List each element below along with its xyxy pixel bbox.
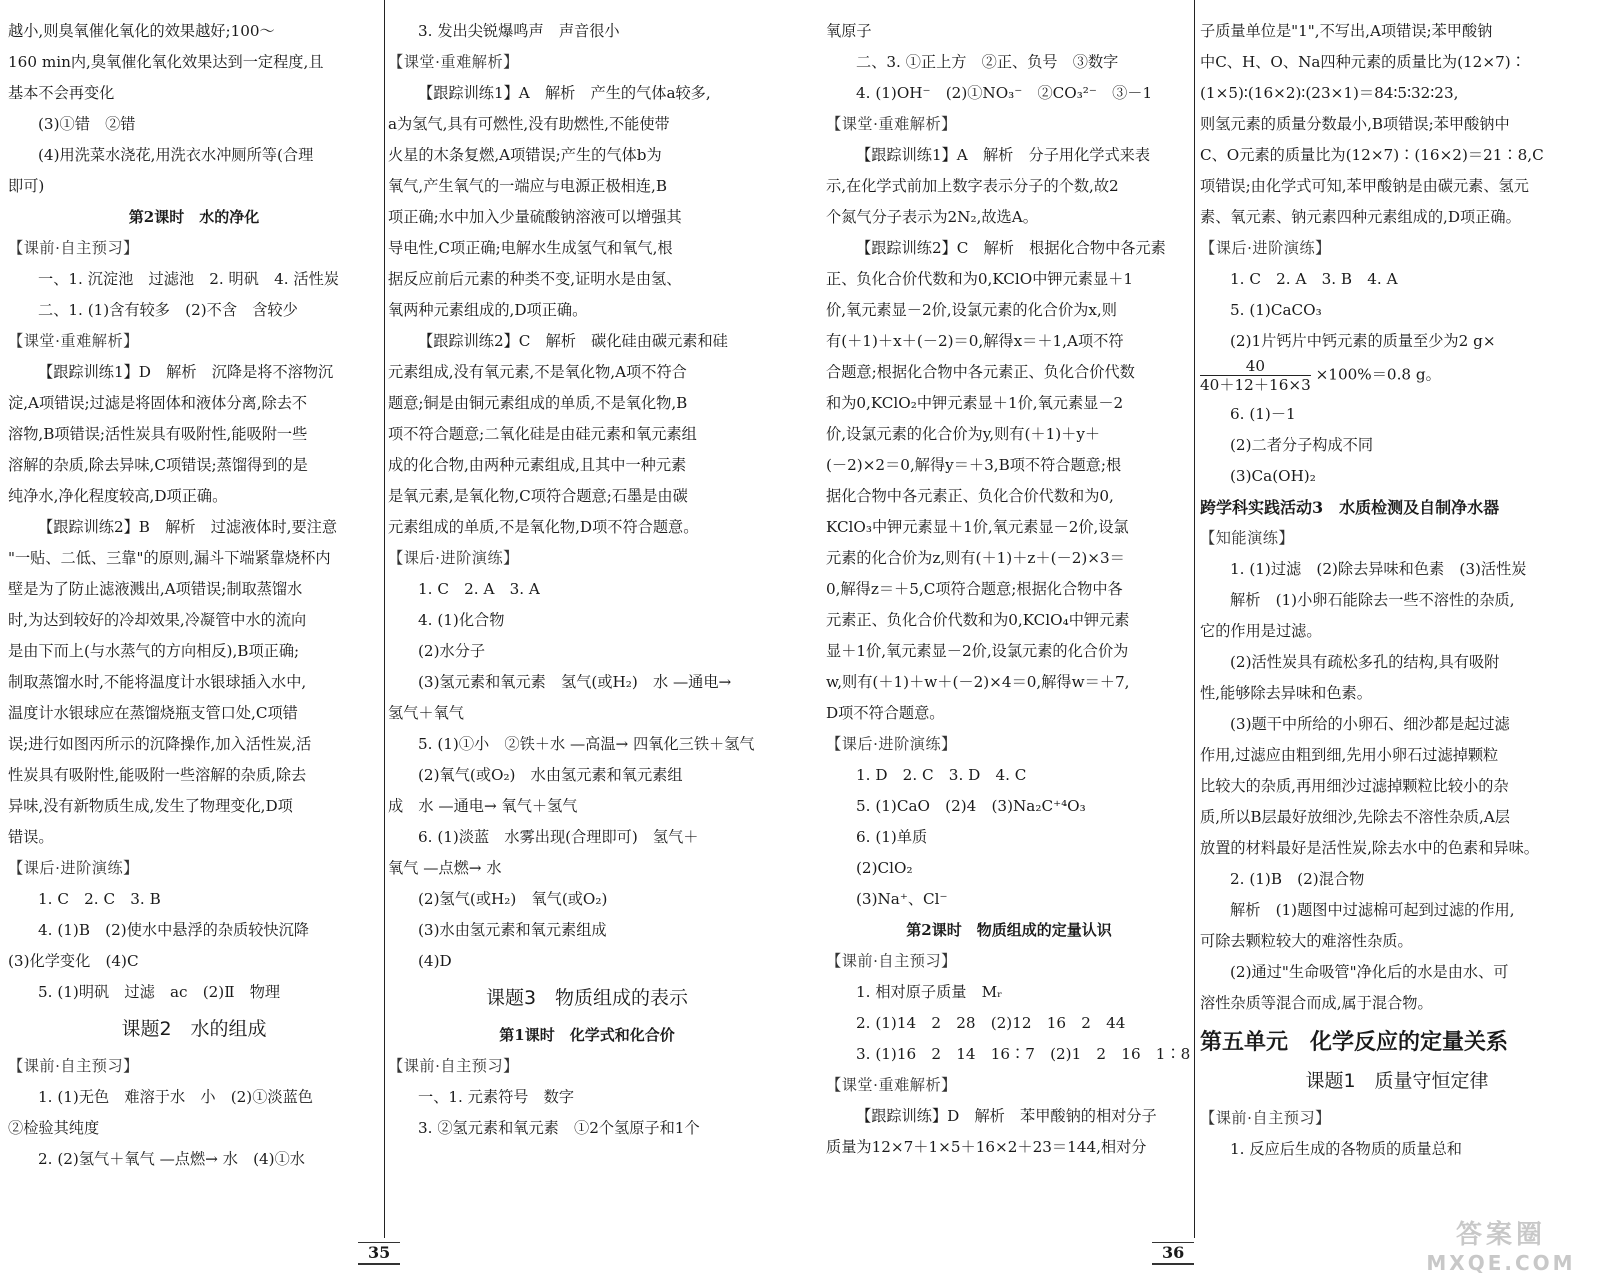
text-line: "一贴、二低、三靠"的原则,漏斗下端紧靠烧杯内 — [8, 549, 331, 567]
lesson-heading: 第2课时 物质组成的定量认识 — [906, 921, 1112, 939]
column-divider — [1194, 0, 1195, 1238]
text-line: 【跟踪训练2】B 解析 过滤液体时,要注意 — [38, 518, 338, 536]
text-line: 是由下而上(与水蒸气的方向相反),B项正确; — [8, 642, 300, 660]
section-label: 【课后·进阶演练】 — [8, 859, 139, 877]
text-line: 项不符合题意;二氧化硅是由硅元素和氧元素组 — [388, 425, 697, 443]
text-line: (2)氢气(或H₂) 氧气(或O₂) — [418, 890, 608, 908]
section-label: 【课前·自主预习】 — [826, 952, 957, 970]
text-line: (4)用洗菜水浇花,用洗衣水冲厕所等(合理 — [38, 146, 314, 164]
text-line: 氧气 —点燃→ 水 — [388, 859, 502, 877]
text-line: (4)D — [418, 952, 452, 970]
text-line: 基本不会再变化 — [8, 84, 115, 102]
text-line: 纯净水,净化程度较高,D项正确。 — [8, 487, 228, 505]
text-line: 溶性杂质等混合而成,属于混合物。 — [1200, 994, 1433, 1012]
section-label: 【课堂·重难解析】 — [388, 53, 519, 71]
text-line: 温度计水银球应在蒸馏烧瓶支管口处,C项错 — [8, 704, 298, 722]
text-line: (2)水分子 — [418, 642, 486, 660]
fraction — [1200, 357, 1311, 394]
text-line: (－2)×2＝0,解得y＝＋3,B项不符合题意;根 — [826, 456, 1122, 474]
activity-heading: 跨学科实践活动3 水质检测及自制净水器 — [1200, 498, 1500, 517]
text-line: 显＋1价,氧元素显－2价,设氯元素的化合价为 — [826, 642, 1129, 660]
text-line: 越小,则臭氧催化氧化的效果越好;100～ — [8, 22, 275, 40]
text-line: 合题意;根据化合物中各元素正、负化合价代数 — [826, 363, 1135, 381]
section-label: 【课后·进阶演练】 — [826, 735, 957, 753]
unit-heading: 第五单元 化学反应的定量关系 — [1200, 1030, 1509, 1055]
text-line: 示,在化学式前加上数字表示分子的个数,故2 — [826, 177, 1119, 195]
text-line: 和为0,KClO₂中钾元素显＋1价,氧元素显－2 — [826, 394, 1124, 412]
text-line: 1. D 2. C 3. D 4. C — [856, 766, 1027, 784]
right-page-column-2 — [1200, 16, 1594, 1165]
text-line: C、O元素的质量比为(12×7)∶(16×2)＝21∶8,C — [1200, 146, 1544, 164]
text-line: 6. (1)淡蓝 水雾出现(合理即可) 氢气＋ — [418, 828, 699, 846]
text-line: 价,氧元素显－2价,设氯元素的化合价为x,则 — [826, 301, 1117, 319]
text-line: 比较大的杂质,再用细沙过滤掉颗粒比较小的杂 — [1200, 777, 1509, 795]
page-number-left: 35 — [358, 1242, 400, 1265]
text-line: (2)通过"生命吸管"净化后的水是由水、可 — [1230, 963, 1509, 981]
text-line: 2. (2)氢气＋氧气 —点燃→ 水 (4)①水 — [38, 1150, 305, 1168]
text-line: 据化合物中各元素正、负化合价代数和为0, — [826, 487, 1114, 505]
column-divider — [384, 0, 385, 1238]
text-line: 误;进行如图丙所示的沉降操作,加入活性炭,活 — [8, 735, 312, 753]
watermark-site-text: MXQE.COM — [1426, 1251, 1576, 1275]
text-line: 火星的木条复燃,A项错误;产生的气体b为 — [388, 146, 662, 164]
text-line: 解析 (1)小卵石能除去一些不溶性的杂质, — [1230, 591, 1515, 609]
text-line: 则氢元素的质量分数最小,B项错误;苯甲酸钠中 — [1200, 115, 1510, 133]
text-line: 1. C 2. A 3. A — [418, 580, 540, 598]
text-line: 个氮气分子表示为2N₂,故选A。 — [826, 208, 1038, 226]
text-line: 氢气＋氧气 — [388, 704, 464, 722]
text-line: 1. (1)过滤 (2)除去异味和色素 (3)活性炭 — [1230, 560, 1527, 578]
text-line: (2)活性炭具有疏松多孔的结构,具有吸附 — [1230, 653, 1500, 671]
text-line: a为氢气,具有可燃性,没有助燃性,不能使带 — [388, 115, 670, 133]
text-line: 2. (1)B (2)混合物 — [1230, 870, 1365, 888]
text-line: (2)二者分子构成不同 — [1230, 436, 1374, 454]
text-line: 据反应前后元素的种类不变,证明水是由氢、 — [388, 270, 682, 288]
text-line: 【跟踪训练1】D 解析 沉降是将不溶物沉 — [38, 363, 334, 381]
text-line: 制取蒸馏水时,不能将温度计水银球插入水中, — [8, 673, 307, 691]
left-page-column-2 — [388, 16, 786, 1144]
text-line: 有(＋1)＋x＋(－2)＝0,解得x＝＋1,A项不符 — [826, 332, 1124, 350]
text-line: 题意;铜是由铜元素组成的单质,不是氧化物,B — [388, 394, 688, 412]
text-line: 5. (1)CaO (2)4 (3)Na₂C⁺⁴O₃ — [856, 797, 1086, 815]
text-line: 质,所以B层最好放细沙,先除去不溶性杂质,A层 — [1200, 808, 1510, 826]
text-line: 5. (1)①小 ②铁＋水 —高温→ 四氧化三铁＋氢气 — [418, 735, 755, 753]
fraction-tail: ×100%＝0.8 g。 — [1315, 365, 1441, 384]
text-line: 作用,过滤应由粗到细,先用小卵石过滤掉颗粒 — [1200, 746, 1499, 764]
text-line: 错误。 — [8, 828, 54, 846]
text-line: 3. 发出尖锐爆鸣声 声音很小 — [418, 22, 620, 40]
text-line: 价,设氯元素的化合价为y,则有(＋1)＋y＋ — [826, 425, 1101, 443]
text-line: 二、1. (1)含有较多 (2)不含 含较少 — [38, 301, 298, 319]
text-line: 是氧元素,是氧化物,C项符合题意;石墨是由碳 — [388, 487, 688, 505]
topic-heading: 课题2 水的组成 — [121, 1018, 267, 1040]
text-line: 一、1. 沉淀池 过滤池 2. 明矾 4. 活性炭 — [38, 270, 339, 288]
text-line: 6. (1)单质 — [856, 828, 928, 846]
text-line: 氧原子 — [826, 22, 872, 40]
text-line: 【跟踪训练1】A 解析 产生的气体a较多, — [418, 84, 711, 102]
text-line: 成 水 —通电→ 氧气＋氢气 — [388, 797, 578, 815]
left-page-column-1 — [8, 16, 380, 1175]
section-label: 【课前·自主预习】 — [1200, 1109, 1331, 1127]
text-line: (3)①错 ②错 — [38, 115, 136, 133]
text-line: 5. (1)CaCO₃ — [1230, 301, 1322, 319]
text-line: KClO₃中钾元素显＋1价,氧元素显－2价,设氯 — [826, 518, 1129, 536]
text-line: 160 min内,臭氧催化氧化效果达到一定程度,且 — [8, 53, 324, 71]
topic-heading: 课题3 物质组成的表示 — [485, 987, 689, 1009]
text-line: (3)Ca(OH)₂ — [1230, 467, 1316, 485]
text-line: 项正确;水中加入少量硫酸钠溶液可以增强其 — [388, 208, 682, 226]
text-line: 它的作用是过滤。 — [1200, 622, 1322, 640]
text-line: 3. ②氢元素和氧元素 ①2个氢原子和1个 — [418, 1119, 700, 1137]
text-line: 溶解的杂质,除去异味,C项错误;蒸馏得到的是 — [8, 456, 308, 474]
text-line: (2)1片钙片中钙元素的质量至少为2 g× — [1230, 332, 1496, 350]
text-line: 一、1. 元素符号 数字 — [418, 1088, 575, 1106]
text-line: 溶物,B项错误;活性炭具有吸附性,能吸附一些 — [8, 425, 308, 443]
text-line: 元素组成的单质,不是氧化物,D项不符合题意。 — [388, 518, 699, 536]
topic-heading: 课题1 质量守恒定律 — [1305, 1070, 1489, 1092]
fraction-line — [1200, 357, 1594, 399]
text-line: 6. (1)－1 — [1230, 405, 1296, 423]
text-line: 【跟踪训练1】A 解析 分子用化学式来表 — [856, 146, 1151, 164]
section-label: 【课堂·重难解析】 — [826, 115, 957, 133]
text-line: 1. (1)无色 难溶于水 小 (2)①淡蓝色 — [38, 1088, 313, 1106]
text-line: 氧两种元素组成的,D项正确。 — [388, 301, 588, 319]
text-line: 4. (1)B (2)使水中悬浮的杂质较快沉降 — [38, 921, 309, 939]
text-line: (3)Na⁺、Cl⁻ — [856, 890, 948, 908]
text-line: 元素正、负化合价代数和为0,KClO₄中钾元素 — [826, 611, 1130, 629]
text-line: 导电性,C项正确;电解水生成氢气和氧气,根 — [388, 239, 673, 257]
text-line: 二、3. ①正上方 ②正、负号 ③数字 — [856, 53, 1119, 71]
text-line: 即可) — [8, 177, 45, 195]
text-line: (3)题干中所给的小卵石、细沙都是起过滤 — [1230, 715, 1510, 733]
fraction-denominator: 40＋12＋16×3 — [1200, 376, 1311, 394]
text-line: 氧气,产生氧气的一端应与电源正极相连,B — [388, 177, 668, 195]
lesson-heading: 第2课时 水的净化 — [128, 208, 260, 226]
page-number-right: 36 — [1152, 1242, 1194, 1265]
text-line: 3. (1)16 2 14 16∶7 (2)1 2 16 1∶8 — [856, 1045, 1191, 1063]
text-line: 壁是为了防止滤液溅出,A项错误;制取蒸馏水 — [8, 580, 303, 598]
text-line: 4. (1)OH⁻ (2)①NO₃⁻ ②CO₃²⁻ ③－1 — [856, 84, 1153, 102]
text-line: 1. C 2. A 3. B 4. A — [1230, 270, 1398, 288]
text-line: 性,能够除去异味和色素。 — [1200, 684, 1372, 702]
section-label: 【课后·进阶演练】 — [388, 549, 519, 567]
text-line: 素、氧元素、钠元素四种元素组成的,D项正确。 — [1200, 208, 1521, 226]
section-label: 【课前·自主预习】 — [8, 239, 139, 257]
text-line: 正、负化合价代数和为0,KClO中钾元素显＋1 — [826, 270, 1134, 288]
text-line: (3)化学变化 (4)C — [8, 952, 139, 970]
section-label: 【课堂·重难解析】 — [826, 1076, 957, 1094]
text-line: 5. (1)明矾 过滤 ac (2)Ⅱ 物理 — [38, 983, 281, 1001]
text-line: D项不符合题意。 — [826, 704, 945, 722]
watermark-logo-text: 答案圈 — [1455, 1220, 1546, 1250]
text-line: 放置的材料最好是活性炭,除去水中的色素和异味。 — [1200, 839, 1539, 857]
text-line: 【跟踪训练2】C 解析 根据化合物中各元素 — [856, 239, 1166, 257]
text-line: 元素组成,没有氧元素,不是氧化物,A项不符合 — [388, 363, 687, 381]
text-line: 项错误;由化学式可知,苯甲酸钠是由碳元素、氢元 — [1200, 177, 1529, 195]
text-line: 2. (1)14 2 28 (2)12 16 2 44 — [856, 1014, 1126, 1032]
text-line: 时,为达到较好的冷却效果,冷凝管中水的流向 — [8, 611, 307, 629]
text-line: (3)水由氢元素和氧元素组成 — [418, 921, 607, 939]
text-line: (3)氢元素和氧元素 氢气(或H₂) 水 —通电→ — [418, 673, 732, 691]
text-line: 1. 反应后生成的各物质的质量总和 — [1230, 1140, 1462, 1158]
text-line: 元素的化合价为z,则有(＋1)＋z＋(－2)×3＝ — [826, 549, 1125, 567]
section-label: 【知能演练】 — [1200, 529, 1295, 547]
text-line: (1×5)∶(16×2)∶(23×1)＝84∶5∶32∶23, — [1200, 84, 1459, 102]
section-label: 【课前·自主预习】 — [8, 1057, 139, 1075]
fraction-numerator: 40 — [1200, 357, 1311, 376]
watermark — [1410, 1220, 1592, 1282]
text-line: (2)氧气(或O₂) 水由氢元素和氧元素组 — [418, 766, 683, 784]
text-line: (2)ClO₂ — [856, 859, 913, 877]
section-label: 【课后·进阶演练】 — [1200, 239, 1331, 257]
right-page-column-1 — [826, 16, 1192, 1163]
text-line: w,则有(＋1)＋w＋(－2)×4＝0,解得w＝＋7, — [826, 673, 1130, 691]
text-line: 可除去颗粒较大的难溶性杂质。 — [1200, 932, 1413, 950]
text-line: 4. (1)化合物 — [418, 611, 505, 629]
text-line: 异味,没有新物质生成,发生了物理变化,D项 — [8, 797, 293, 815]
section-label: 【课堂·重难解析】 — [8, 332, 139, 350]
text-line: 0,解得z＝＋5,C项符合题意;根据化合物中各 — [826, 580, 1123, 598]
text-line: 淀,A项错误;过滤是将固体和液体分离,除去不 — [8, 394, 308, 412]
section-label: 【课前·自主预习】 — [388, 1057, 519, 1075]
text-line: 1. 相对原子质量 Mᵣ — [856, 983, 1003, 1001]
lesson-heading: 第1课时 化学式和化合价 — [499, 1026, 675, 1044]
text-line: 1. C 2. C 3. B — [38, 890, 161, 908]
text-line: 【跟踪训练2】C 解析 碳化硅由碳元素和硅 — [418, 332, 728, 350]
text-line: ②检验其纯度 — [8, 1119, 100, 1137]
text-line: 中C、H、O、Na四种元素的质量比为(12×7)∶ — [1200, 53, 1526, 71]
text-line: 性炭具有吸附性,能吸附一些溶解的杂质,除去 — [8, 766, 307, 784]
text-line: 子质量单位是"1",不写出,A项错误;苯甲酸钠 — [1200, 22, 1493, 40]
text-line: 解析 (1)题图中过滤棉可起到过滤的作用, — [1230, 901, 1515, 919]
text-line: 【跟踪训练】D 解析 苯甲酸钠的相对分子 — [856, 1107, 1157, 1125]
text-line: 成的化合物,由两种元素组成,且其中一种元素 — [388, 456, 687, 474]
text-line: 质量为12×7＋1×5＋16×2＋23＝144,相对分 — [826, 1138, 1147, 1156]
